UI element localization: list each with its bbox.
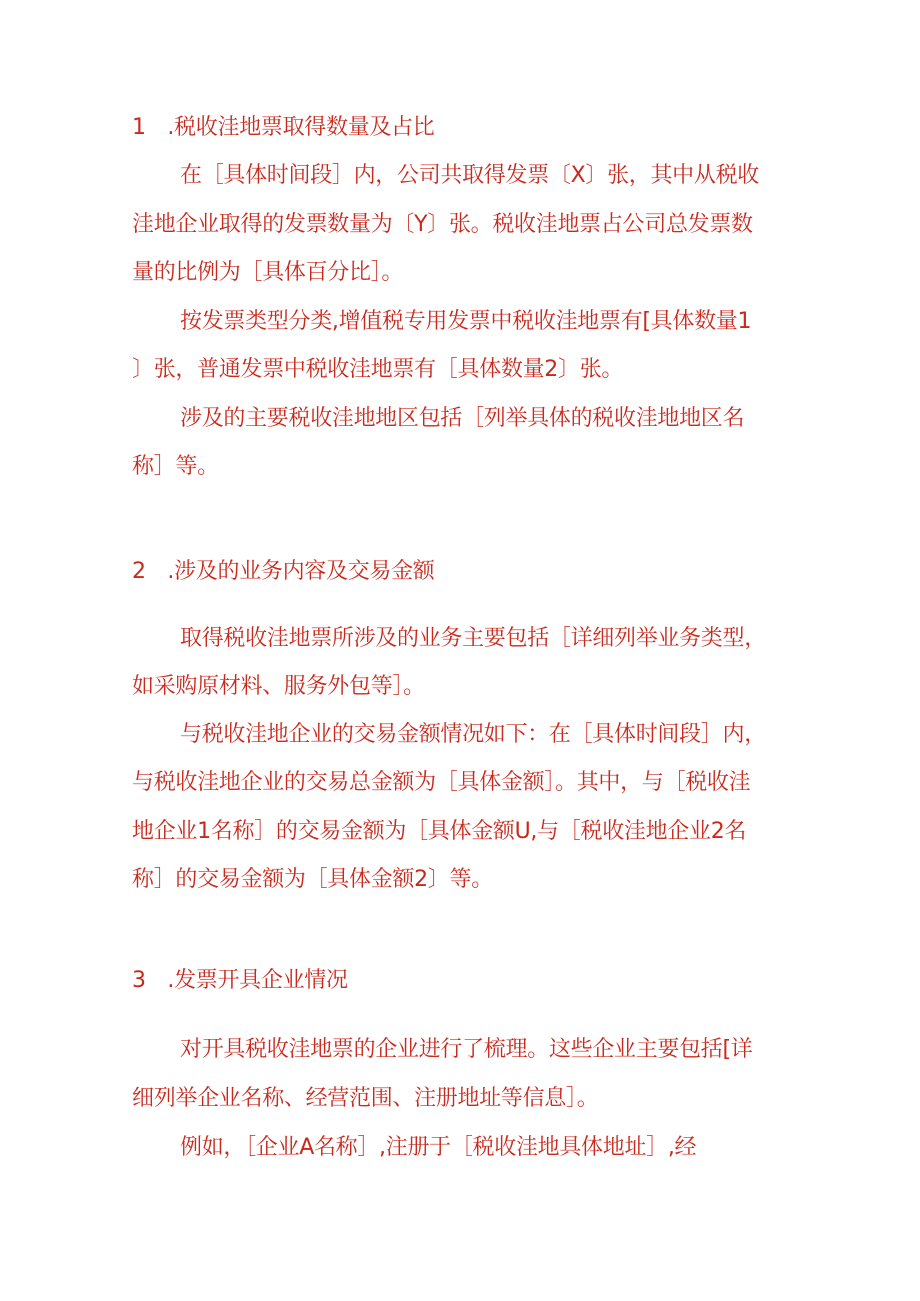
section-3-heading: 3 .发票开具企业情况 [132,968,348,993]
section-1-line-1: 在［具体时间段］内，公司共取得发票〔X〕张，其中从税收 [180,163,759,188]
section-1-line-4: 按发票类型分类,增值税专用发票中税收洼地票有[具体数量1 [180,309,752,334]
section-2-line-5: 地企业1名称］的交易金额为［具体金额U,与［税收洼地企业2名 [132,819,747,844]
section-1-heading: 1 .税收洼地票取得数量及占比 [132,115,435,140]
section-1-line-6: 涉及的主要税收洼地地区包括［列举具体的税收洼地地区名 [180,406,745,431]
section-3-line-1: 对开具税收洼地票的企业进行了梳理。这些企业主要包括[详 [180,1037,753,1062]
section-1-line-2: 洼地企业取得的发票数量为〔Y〕张。税收洼地票占公司总发票数 [132,212,753,237]
section-3-line-3: 例如，［企业A名称］,注册于［税收洼地具体地址］,经 [180,1135,697,1160]
section-2-line-6: 称］的交易金额为［具体金额2〕等。 [132,867,493,892]
section-2-line-4: 与税收洼地企业的交易总金额为［具体金额］。其中，与［税收洼 [132,770,751,795]
section-1-line-5: 〕张，普通发票中税收洼地票有［具体数量2〕张。 [132,357,624,382]
section-2-line-3: 与税收洼地企业的交易金额情况如下：在［具体时间段］内， [180,722,766,747]
section-2-line-2: 如采购原材料、服务外包等］。 [132,674,425,699]
section-2-line-1: 取得税收洼地票所涉及的业务主要包括［详细列举业务类型， [180,626,766,651]
section-1-line-7: 称］等。 [132,454,219,479]
section-2-heading: 2 .涉及的业务内容及交易金额 [132,559,435,584]
section-3-line-2: 细列举企业名称、经营范围、注册地址等信息］。 [132,1086,599,1111]
section-1-line-3: 量的比例为［具体百分比］。 [132,260,404,285]
